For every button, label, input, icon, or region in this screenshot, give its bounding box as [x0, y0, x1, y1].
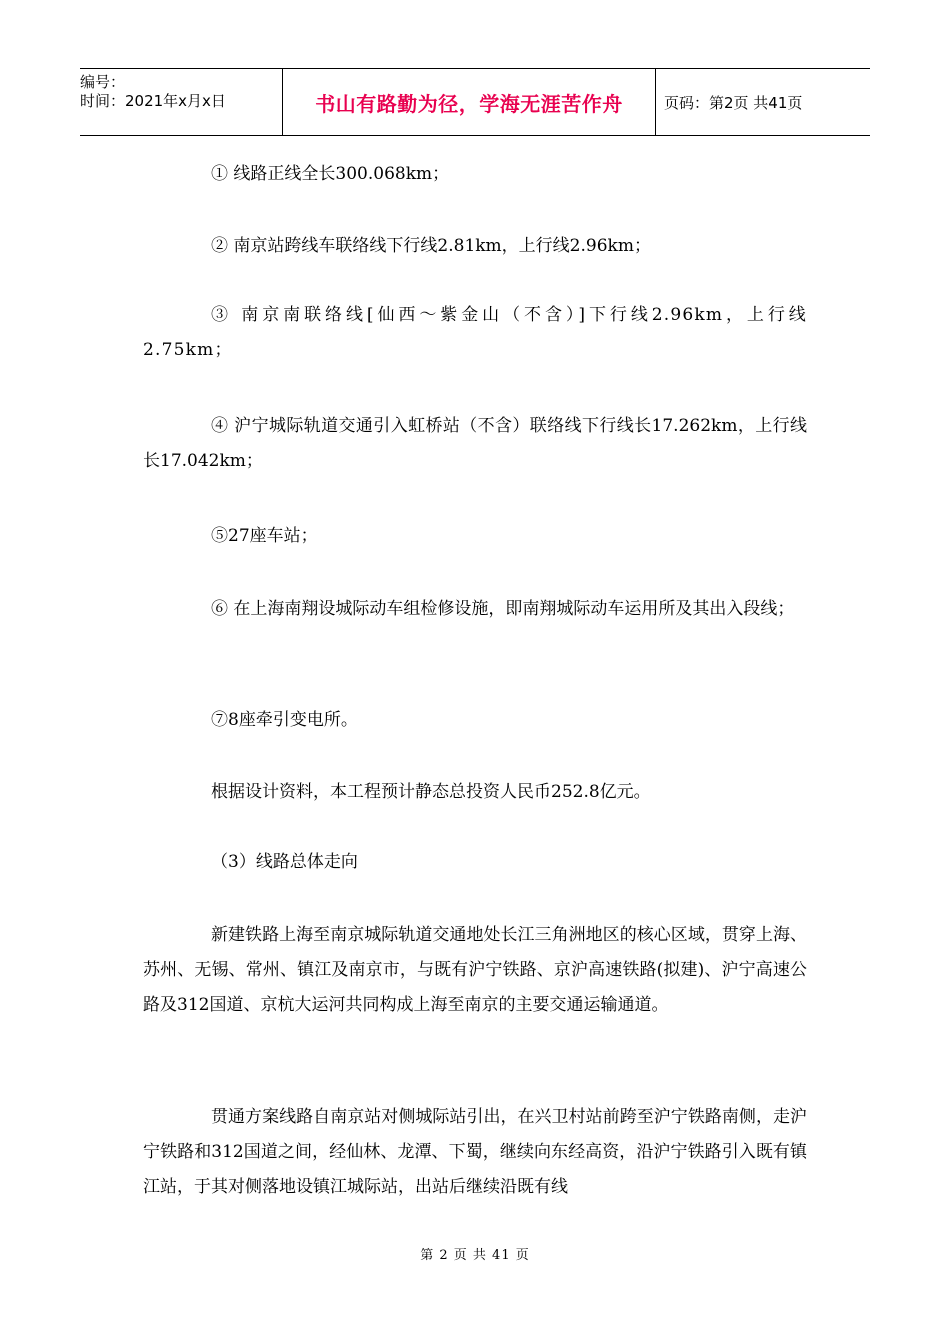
page-header [80, 68, 870, 136]
header-motto: 书山有路勤为径，学海无涯苦作舟 [282, 69, 656, 135]
header-page-label: 页码：第2页 共41页 [664, 93, 803, 112]
paragraph-2: ② 南京站跨线车联络线下行线2.81km，上行线2.96km； [211, 236, 651, 256]
paragraph-4: ④ 沪宁城际轨道交通引入虹桥站（不含）联络线下行线长17.262km，上行线长17.042km； [143, 416, 807, 471]
paragraph-6: ⑥ 在上海南翔设城际动车组检修设施，即南翔城际动车运用所及其出入段线； [211, 599, 795, 619]
code-label: 编号： [80, 73, 126, 91]
section-heading: （3）线路总体走向 [211, 852, 358, 872]
paragraph-5: ⑤27座车站； [211, 526, 318, 546]
header-info [80, 69, 282, 135]
paragraph-1: ① 线路正线全长300.068km； [211, 164, 450, 184]
paragraph-3: ③ 南京南联络线[仙西～紫金山（不含）]下行线2.96km，上行线2.75km； [143, 305, 807, 360]
time-label: 时间：2021年x月x日 [80, 92, 226, 110]
paragraph-10: 贯通方案线路自南京站对侧城际站引出，在兴卫村站前跨至沪宁铁路南侧，走沪宁铁路和312国道之间，经仙林、龙潭、下蜀，继续向东经高资，沿沪宁铁路引入既有镇江站，于其对侧落地设镇江城际站，出站后继续沿既有线 [143, 1107, 807, 1197]
page-footer: 第 2 页 共 41 页 [420, 1248, 530, 1263]
paragraph-8: 根据设计资料，本工程预计静态总投资人民币252.8亿元。 [211, 782, 651, 802]
paragraph-9: 新建铁路上海至南京城际轨道交通地处长江三角洲地区的核心区域，贯穿上海、苏州、无锡、常州、镇江及南京市，与既有沪宁铁路、京沪高速铁路(拟建)、沪宁高速公路及312国道、京杭大运河共同构成上海至南京的主要交通运输通道。 [143, 925, 807, 1015]
paragraph-7: ⑦8座牵引变电所。 [211, 710, 358, 730]
